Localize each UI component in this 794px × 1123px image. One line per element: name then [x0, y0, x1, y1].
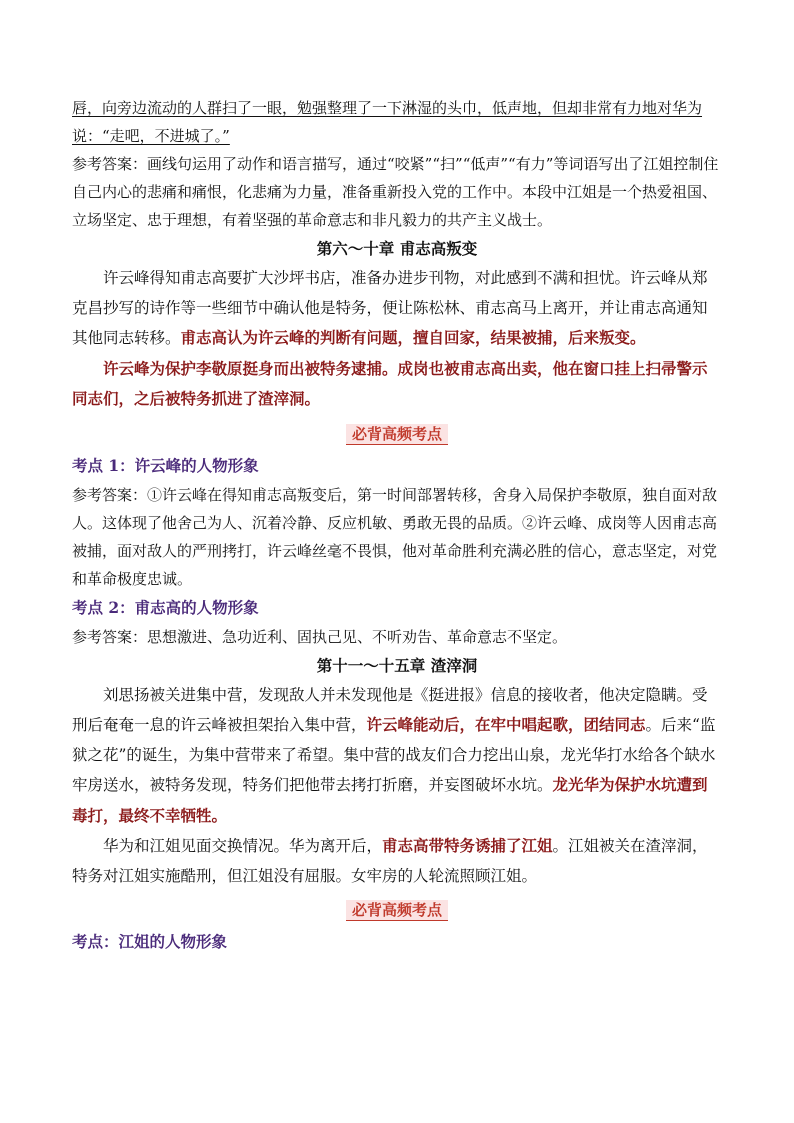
answer-label: 参考答案：: [72, 155, 148, 173]
chapter2-paragraph-2: [72, 831, 722, 891]
highlight-text: 甫志高带特务诱捕了江姐: [382, 836, 553, 855]
underlined-sentence: 唇，向旁边流动的人群扫了一眼，勉强整理了一下淋湿的头巾，低声地，但却非常有力地对华为说：“走吧，不进城了。”: [72, 99, 703, 145]
document-content: [72, 94, 722, 957]
chapter2-paragraph-1: [72, 681, 722, 832]
plain-text: 。江姐被关在渣滓洞，特务对江姐实施酷刑，但江姐没有屈服。女牢房的人轮流照顾江姐。: [72, 837, 708, 885]
highlight-text: 甫志高认为许云峰的判断有问题，擅自回家，结果被捕，后来叛变。: [180, 328, 646, 347]
kaodian-2-answer: [72, 623, 722, 651]
plain-text: 。: [211, 805, 228, 825]
plain-text: 刘思扬被关进集中营，发现敌人并未发现他是《挺进报》信息的接收者，他决定隐瞒。受刑后奄奄一息的许云峰被担架抬入集中营，: [72, 685, 708, 734]
plain-text: 。后来“监狱之花”的诞生，为集中营带来了希望。集中营的战友们合力挖出山泉，龙光华打水给各个缺水牢房送水，被特务发现，特务们把他带去拷打折磨，并妄图破坏水坑。: [72, 716, 716, 794]
highlight-text: 龙光华为保护水坑遭到毒打，最终不幸牺牲: [72, 775, 708, 825]
highlight-text: 许云峰为保护李敬原挺身而出被特务逮捕。成岗也被甫志高出卖，他在窗口挂上扫帚警示同志们，之后被特务抓进了渣滓洞。: [72, 358, 708, 408]
intro-quote: [72, 94, 722, 150]
section-banner-label: 必背高频考点: [346, 424, 448, 445]
chapter1-paragraph-1: [72, 264, 722, 354]
section-banner-2: [72, 895, 722, 925]
highlight-text: 许云峰能动后，在牢中唱起歌，团结同志: [366, 715, 646, 734]
answer-text: 思想激进、急功近利、固执己见、不听劝告、革命意志不坚定。: [147, 627, 568, 646]
answer-label: 参考答案：: [72, 627, 148, 646]
answer-label: 参考答案：: [72, 485, 148, 504]
section-banner-1: [72, 419, 722, 449]
section-banner-label: 必背高频考点: [346, 900, 448, 921]
plain-text: 许云峰得知甫志高要扩大沙坪书店，准备办进步刊物，对此感到不满和担忧。许云峰从郑克昌抄写的诗作等一些细节中确认他是特务，便让陈松林、甫志高马上离开，并让甫志高通知其他同志转移。: [72, 269, 708, 347]
kaodian-1-title: 考点 1：许云峰的人物形象: [72, 455, 259, 475]
answer-text: ①许云峰在得知甫志高叛变后，第一时间部署转移，舍身入局保护李敬原，独自面对敌人。这体现了他舍己为人、沉着冷静、反应机敏、勇敢无畏的品质。②许云峰、成岗等人因甫志高被捕，面对敌人的严刑拷打，许云峰丝毫不畏惧，他对革命胜利充满必胜的信心，意志坚定，对党和革命极度忠诚。: [72, 485, 718, 588]
kaodian-2-title: 考点 2：甫志高的人物形象: [72, 597, 259, 617]
chapter-heading-6-10: 第六～十章 甫志高叛变: [316, 239, 478, 258]
chapter1-paragraph-2: [72, 354, 722, 415]
kaodian-jiangjie-title: 考点：江姐的人物形象: [72, 932, 228, 951]
answer-text: 画线句运用了动作和语言描写，通过“咬紧”“扫”“低声”“有力”等词语写出了江姐控制住自己内心的悲痛和痛恨，化悲痛为力量，准备重新投入党的工作中。本段中江姐是一个热爱祖国、立场坚定、忠于理想，有着坚强的革命意志和非凡毅力的共产主义战士。: [72, 155, 719, 229]
kaodian-1-answer: [72, 481, 722, 593]
intro-answer: [72, 150, 722, 234]
plain-text: 华为和江姐见面交换情况。华为离开后，: [103, 837, 383, 855]
chapter-heading-11-15: 第十一～十五章 渣滓洞: [316, 655, 478, 675]
